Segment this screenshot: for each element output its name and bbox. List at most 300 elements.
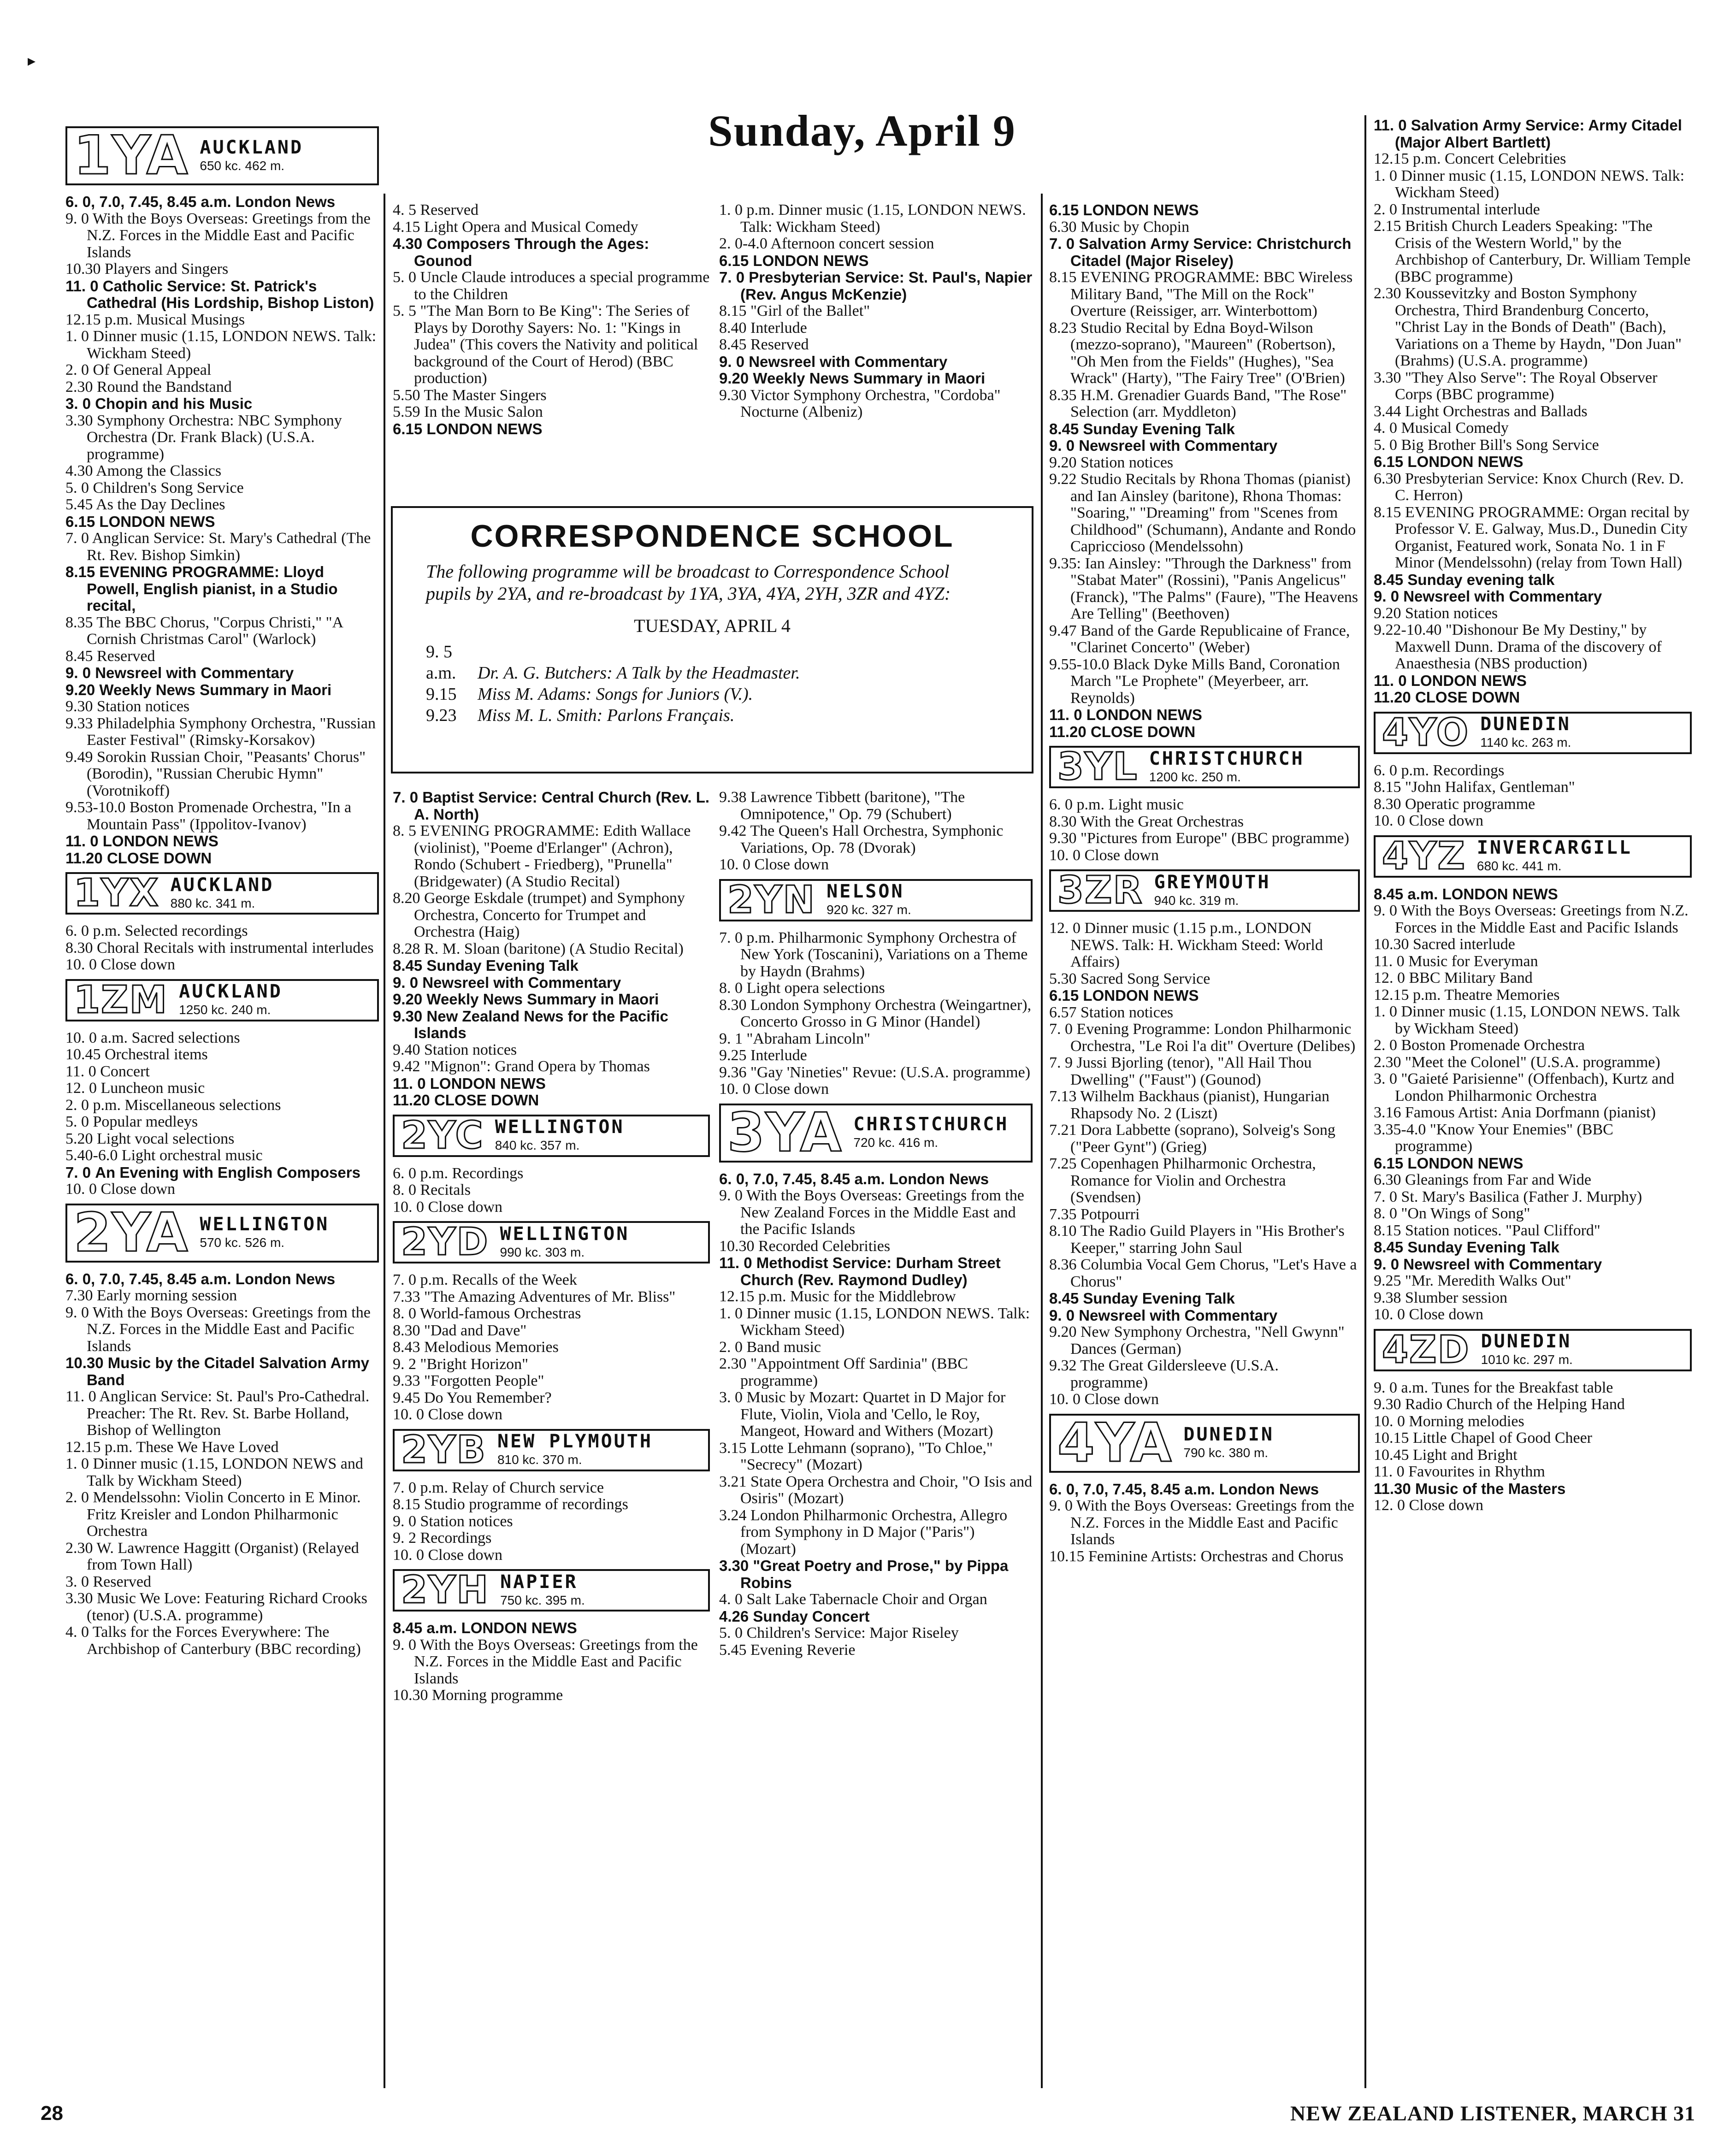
station-call: 3YA: [727, 1101, 843, 1164]
programme-time: 7. 0: [1049, 235, 1075, 252]
programme-entry: [65, 1164, 379, 1181]
programme-text: Anglican Service: St. Paul's Pro-Cathedral. Preacher: The Rt. Rev. St. Barbe Holland, Bishop of Wellington: [87, 1388, 370, 1439]
programme-time: 7.21: [1049, 1122, 1077, 1139]
programme-entry: [65, 278, 379, 312]
correspondence-school-box: [391, 506, 1033, 773]
programme-text: The Master Singers: [424, 386, 547, 404]
programme-text: Reserved: [97, 647, 155, 665]
station-2yc: [393, 1115, 710, 1157]
programme-entry: [719, 202, 1033, 236]
programme-entry: [393, 1547, 710, 1564]
programme-entry: [393, 219, 710, 236]
programme-time: 7. 0 p.m.: [393, 1271, 448, 1288]
programme-list: [393, 789, 710, 1109]
programme-entry: [1049, 269, 1360, 320]
programme-text: Players and Singers: [105, 260, 229, 277]
programme-text: The Queen's Hall Orchestra, Symphonic Variations, Op. 78 (Dvorak): [740, 822, 1004, 856]
station-city: DUNEDIN: [1183, 1424, 1274, 1446]
programme-time: 8. 0: [1374, 1205, 1397, 1222]
programme-text: Radio Church of the Helping Hand: [1405, 1396, 1625, 1413]
station-call: 4ZD: [1382, 1328, 1470, 1372]
programme-time: 7. 9: [1049, 1054, 1073, 1071]
programme-text: Music by the Citadel Salvation Army Band: [87, 1354, 370, 1388]
programme-time: 6.15: [1374, 453, 1404, 470]
programme-time: 11. 0: [65, 1063, 96, 1080]
programme-text: Station notices. "Paul Clifford": [1405, 1222, 1600, 1239]
station-city: DUNEDIN: [1480, 714, 1571, 735]
programme-time: 8. 0: [719, 980, 743, 997]
programme-text: "Dad and Dave": [424, 1322, 527, 1339]
programme-text: Close down: [428, 1406, 502, 1423]
programme-text: Newsreel with Commentary: [1403, 588, 1602, 605]
programme-time: 9. 0: [1049, 1306, 1075, 1324]
programme-text: Close down: [100, 1181, 175, 1198]
programme-entry: [1049, 1004, 1360, 1021]
station-2yd: [393, 1221, 710, 1263]
programme-text: Studio programme of recordings: [424, 1496, 628, 1513]
column-5: [1374, 117, 1692, 1514]
programme-text: Popular medleys: [93, 1113, 198, 1130]
programme-text: Recorded Celebrities: [758, 1237, 891, 1255]
programme-entry: [1374, 1273, 1692, 1290]
programme-text: London News: [1219, 1480, 1319, 1498]
programme-time: 9.30: [719, 386, 747, 404]
programme-list: [393, 202, 710, 437]
station-call: 2YC: [401, 1113, 484, 1157]
station-city: CHRISTCHURCH: [1149, 748, 1305, 769]
station-4yz: [1374, 835, 1692, 878]
station-city: AUCKLAND: [179, 981, 283, 1003]
programme-entry: [1049, 1498, 1360, 1548]
programme-entry: [1049, 1307, 1360, 1324]
programme-time: 6.15: [1049, 201, 1079, 218]
programme-time: 10.45: [65, 1046, 101, 1063]
programme-entry: [393, 991, 710, 1008]
programme-entry: [65, 413, 379, 463]
station-call: 1ZM: [74, 978, 168, 1022]
programme-text: Little Chapel of Good Cheer: [1413, 1429, 1593, 1446]
programme-entry: [65, 312, 379, 329]
programme-time: 1. 0: [65, 1455, 89, 1472]
box-line-time: 9. 5 a.m.: [426, 642, 456, 683]
programme-text: Dinner music (1.15, LONDON NEWS. Talk: Wickham Steed): [740, 201, 1026, 236]
programme-entry: [1374, 471, 1692, 504]
programme-entry: [719, 823, 1033, 856]
programme-text: W. Lawrence Haggitt (Organist) (Relayed from Town Hall): [87, 1539, 359, 1573]
programme-text: Newsreel with Commentary: [749, 353, 948, 370]
programme-time: 11.20: [1049, 723, 1086, 740]
programme-time: 9.42: [393, 1058, 420, 1075]
programme-time: 11. 0: [65, 832, 99, 850]
programme-text: With the Boys Overseas: Greetings from N.Z. Forces in the Middle East and Pacific Islands: [1395, 902, 1689, 936]
programme-time: 6.15: [65, 513, 95, 530]
programme-time: 2.30: [65, 1539, 93, 1557]
programme-time: 6.15: [393, 420, 423, 437]
programme-entry: [65, 1097, 379, 1114]
programme-entry: [1049, 1088, 1360, 1122]
programme-text: "Pictures from Europe" (BBC programme): [1081, 830, 1349, 847]
programme-text: Do You Remember?: [424, 1389, 552, 1406]
programme-entry: [1374, 1256, 1692, 1273]
programme-time: 12.15 p.m.: [65, 1438, 133, 1456]
programme-entry: [65, 328, 379, 362]
programme-time: 1. 0: [719, 1305, 743, 1322]
programme-time: 8.30: [1049, 813, 1077, 830]
programme-text: Music by Mozart: Quartet in D Major for Flute, Violin, Viola and 'Cello, le Roy, Mangeot, Howard and Withers (Mozart): [740, 1389, 1006, 1440]
programme-text: "Great Poetry and Prose," by Pippa Robins: [740, 1557, 1009, 1591]
programme-list: [1049, 797, 1360, 864]
programme-entry: [719, 1642, 1033, 1659]
programme-entry: [65, 682, 379, 699]
programme-text: CLOSE DOWN: [1415, 689, 1520, 706]
programme-entry: [393, 1305, 710, 1322]
programme-text: Feminine Artists: Orchestras and Chorus: [1088, 1547, 1344, 1565]
programme-text: Station notices: [424, 1041, 517, 1058]
programme-entry: [65, 463, 379, 480]
station-2yn: [719, 879, 1033, 921]
programme-entry: [1374, 1380, 1692, 1397]
programme-time: 10. 0: [719, 856, 750, 873]
programme-time: 8.15: [1049, 269, 1077, 286]
programme-time: 1. 0: [1374, 167, 1397, 184]
programme-entry: [1374, 504, 1692, 572]
programme-time: 3.16: [1374, 1104, 1401, 1121]
programme-text: LONDON NEWS: [426, 420, 543, 437]
programme-time: 9.25: [719, 1047, 747, 1064]
programme-entry: [393, 941, 710, 958]
programme-time: 6. 0 p.m.: [1374, 762, 1429, 779]
programme-time: 7.30: [65, 1287, 93, 1304]
programme-entry: [65, 956, 379, 974]
station-city: NEW PLYMOUTH: [497, 1431, 653, 1452]
column-2: [393, 202, 710, 437]
programme-entry: [1374, 1430, 1692, 1447]
programme-text: New Zealand News for the Pacific Islands: [414, 1007, 668, 1041]
programme-list: [393, 1620, 710, 1704]
programme-entry: [1374, 454, 1692, 471]
programme-text: BBC Military Band: [1409, 969, 1533, 986]
programme-text: Close down: [754, 856, 829, 873]
station-call: 3ZR: [1057, 868, 1143, 912]
programme-time: 9.42: [719, 822, 747, 839]
programme-text: Light vocal selections: [97, 1130, 235, 1147]
programme-text: Sunday evening talk: [1407, 571, 1555, 588]
programme-time: 9.20: [65, 681, 95, 698]
programme-time: 7. 0: [65, 530, 89, 547]
programme-time: 5. 0: [719, 1624, 743, 1641]
programme-time: 11. 0: [1374, 1463, 1405, 1480]
programme-text: "On Wings of Song": [1401, 1205, 1530, 1222]
programme-entry: [1049, 920, 1360, 971]
programme-entry: [1374, 1396, 1692, 1413]
programme-entry: [719, 1047, 1033, 1064]
station-2yh: [393, 1569, 710, 1612]
programme-time: 10. 0: [1374, 1412, 1405, 1430]
programme-entry: [393, 1042, 710, 1059]
programme-entry: [393, 789, 710, 823]
programme-entry: [1049, 471, 1360, 555]
programme-text: With the Great Orchestras: [1080, 813, 1244, 830]
programme-entry: [719, 930, 1033, 980]
programme-entry: [1049, 387, 1360, 421]
programme-time: 3.30: [65, 1590, 93, 1607]
programme-text: Music We Love: Featuring Richard Crooks (tenor) (U.S.A. programme): [87, 1590, 367, 1624]
programme-time: 11. 0: [65, 277, 99, 295]
programme-text: London Symphony Orchestra (Weingartner), Concerto Grosso in G Minor (Handel): [740, 996, 1032, 1030]
programme-text: Selected recordings: [124, 922, 248, 939]
programme-time: 4.30: [65, 462, 93, 479]
programme-text: Koussevitzky and Boston Symphony Orchestra, Third Brandenburg Concerto, "Christ Lay in the Bonds of Death" (Bach), Variations on a Theme by Haydn, "Don Juan" (Brahms) (U.S.A. programme): [1395, 285, 1682, 369]
programme-text: Dora Labbette (soprano), Solveig's Song ("Peer Gynt") (Grieg): [1070, 1122, 1335, 1156]
programme-text: LONDON NEWS: [1411, 672, 1527, 689]
programme-time: 5.45: [719, 1641, 747, 1659]
programme-time: 10. 0: [393, 1546, 424, 1564]
programme-entry: [393, 1513, 710, 1530]
programme-time: 8.30: [1374, 795, 1401, 813]
programme-text: Copenhagen Philharmonic Orchestra, Romance for Violin and Orchestra (Svendsen): [1070, 1155, 1316, 1206]
programme-time: 9. 0: [719, 353, 745, 370]
programme-entry: [1049, 219, 1360, 236]
programme-text: "Bright Horizon": [420, 1355, 529, 1373]
programme-entry: [1374, 796, 1692, 813]
programme-entry: [393, 1637, 710, 1688]
programme-time: 10.15: [1374, 1429, 1409, 1446]
programme-time: 2.30: [719, 1355, 747, 1372]
programme-text: Lawrence Tibbett (baritone), "The Omnipotence," Op. 79 (Schubert): [740, 789, 965, 823]
programme-text: Recitals: [420, 1181, 471, 1198]
station-city: WELLINGTON: [495, 1116, 625, 1138]
programme-text: Sorokin Russian Choir, "Peasants' Chorus" (Borodin), "Russian Cherubic Hymn" (Vorotnikoff): [87, 748, 366, 799]
programme-entry: [719, 1238, 1033, 1255]
programme-text: Newsreel with Commentary: [422, 974, 621, 991]
programme-entry: [1374, 1222, 1692, 1240]
programme-time: 12.15 p.m.: [719, 1288, 786, 1305]
programme-text: Methodist Service: Durham Street Church (Rev. Raymond Dudley): [740, 1254, 1001, 1288]
programme-time: 6. 0, 7.0, 7.45, 8.45 a.m.: [65, 193, 231, 210]
station-frequency: 570 kc. 526 m.: [200, 1235, 285, 1250]
station-1zm: [65, 979, 379, 1021]
programme-text: Close down: [1409, 1497, 1483, 1514]
programme-text: "They Also Serve": The Royal Observer Corps (BBC programme): [1395, 369, 1658, 403]
programme-time: 9.20: [719, 370, 749, 387]
programme-text: Anglican Service: St. Mary's Cathedral (The Rt. Rev. Bishop Simkin): [87, 530, 371, 564]
programme-time: 1. 0: [65, 328, 89, 345]
programme-time: 12.15 p.m.: [1374, 986, 1441, 1004]
programme-time: 9.53-10.0: [65, 799, 126, 816]
box-line: [426, 705, 998, 726]
programme-entry: [1374, 588, 1692, 605]
programme-entry: [65, 362, 379, 379]
programme-text: Favourites in Rhythm: [1408, 1463, 1545, 1480]
programme-time: 10.30: [65, 260, 101, 277]
programme-entry: [1049, 1257, 1360, 1290]
programme-text: Band of the Garde Republicaine of France, "Clarinet Concerto" (Weber): [1070, 622, 1350, 656]
programme-entry: [65, 1590, 379, 1624]
programme-entry: [719, 253, 1033, 270]
programme-time: 8. 0: [393, 1305, 416, 1322]
programme-time: 7.25: [1049, 1155, 1077, 1172]
programme-text: LONDON NEWS: [99, 513, 215, 530]
station-call: 4YA: [1057, 1411, 1173, 1474]
box-line-text: Miss M. L. Smith: Parlons Français.: [478, 706, 735, 725]
programme-entry: [1374, 762, 1692, 779]
programme-time: 9. 0: [65, 210, 89, 227]
programme-time: 7. 0: [1049, 1021, 1073, 1038]
programme-list: [1374, 117, 1692, 706]
programme-entry: [65, 1574, 379, 1591]
station-frequency: 880 kc. 341 m.: [170, 896, 255, 910]
programme-text: Salvation Army Service: Christchurch Citadel (Major Riseley): [1070, 235, 1352, 269]
programme-time: 3.30: [1374, 369, 1401, 386]
programme-text: Concert Celebrities: [1444, 150, 1566, 167]
programme-entry: [1049, 971, 1360, 988]
programme-time: 8.20: [393, 890, 420, 907]
programme-time: 8.45: [393, 957, 423, 974]
programme-time: 6.15: [1049, 987, 1079, 1004]
programme-time: 9.32: [1049, 1357, 1077, 1374]
programme-time: 8.36: [1049, 1256, 1077, 1273]
programme-entry: [393, 1008, 710, 1042]
programme-time: 5. 0: [1374, 436, 1397, 454]
programme-list: [719, 202, 1033, 421]
programme-time: 8.15: [1374, 503, 1401, 521]
programme-entry: [65, 261, 379, 278]
programme-time: 9.40: [393, 1041, 420, 1058]
station-city: AUCKLAND: [200, 136, 304, 158]
programme-entry: [1374, 1054, 1692, 1071]
programme-text: Famous Artist: Ania Dorfmann (pianist): [1405, 1104, 1656, 1121]
programme-text: These We Have Loved: [136, 1438, 279, 1456]
programme-time: 10.30: [1374, 936, 1409, 953]
programme-text: Reserved: [93, 1573, 152, 1590]
programme-time: 2. 0: [1374, 1037, 1397, 1054]
programme-entry: [1374, 1037, 1692, 1054]
programme-text: LONDON NEWS: [1083, 201, 1199, 218]
box-line-text: Miss M. Adams: Songs for Juniors (V.).: [478, 685, 753, 704]
programme-text: Light opera selections: [746, 980, 885, 997]
programme-entry: [65, 665, 379, 682]
programme-text: The Great Gildersleeve (U.S.A. programme): [1070, 1357, 1279, 1391]
programme-text: Sunday Evening Talk: [1083, 1290, 1235, 1307]
programme-text: "Know Your Enemies" (BBC programme): [1395, 1121, 1613, 1155]
programme-time: 9.45: [393, 1389, 420, 1406]
programme-entry: [65, 850, 379, 867]
programme-entry: [1049, 656, 1360, 707]
programme-time: 6. 0, 7.0, 7.45, 8.45 a.m.: [1049, 1480, 1215, 1498]
programme-text: Round the Bandstand: [97, 378, 232, 396]
programme-time: 4. 0: [65, 1623, 89, 1641]
page-title: Sunday, April 9: [708, 106, 1016, 155]
programme-time: 8.15: [1374, 779, 1401, 796]
programme-entry: [65, 514, 379, 531]
programme-text: Recordings: [1433, 762, 1505, 779]
programme-text: LONDON NEWS: [1407, 1154, 1523, 1172]
programme-text: Ian Ainsley: "Through the Darkness" from "Stabat Mater" (Rossini), "Panis Angelicus" (Franck), "The Palms" (Faure), "The Heavens Are Telling" (Beethoven): [1070, 555, 1358, 622]
programme-entry: [393, 1199, 710, 1216]
programme-time: 5. 0: [65, 1113, 89, 1130]
programme-time: 8.45: [1374, 571, 1404, 588]
programme-entry: [1374, 420, 1692, 437]
programme-text: George Eskdale (trumpet) and Symphony Orchestra, Concerto for Trumpet and Orchestra (Haig): [414, 890, 685, 940]
programme-entry: [1374, 370, 1692, 403]
programme-entry: [65, 1439, 379, 1456]
programme-time: 5.20: [65, 1130, 93, 1147]
programme-text: "Meet the Colonel" (U.S.A. programme): [1405, 1053, 1660, 1071]
programme-entry: [1374, 903, 1692, 936]
station-3ya: [719, 1101, 1033, 1164]
programme-time: 12.15 p.m.: [1374, 150, 1441, 167]
programme-time: 8.15: [65, 563, 95, 580]
station-frequency: 1140 kc. 263 m.: [1480, 735, 1571, 750]
programme-time: 9.20: [1049, 1323, 1077, 1340]
station-frequency: 990 kc. 303 m.: [500, 1245, 585, 1259]
programme-text: London News: [235, 193, 336, 210]
programme-entry: [719, 1440, 1033, 1474]
programme-entry: [1049, 555, 1360, 623]
programme-entry: [65, 1388, 379, 1439]
programme-time: 8.45: [65, 647, 93, 665]
programme-time: 6. 0 p.m.: [65, 922, 121, 939]
programme-entry: [393, 890, 710, 941]
programme-text: World-famous Orchestras: [419, 1305, 581, 1322]
programme-text: Presbyterian Service: Knox Church (Rev. D. C. Herron): [1395, 470, 1684, 504]
programme-entry: [1374, 970, 1692, 987]
programme-text: R. M. Sloan (baritone) (A Studio Recital): [424, 940, 684, 957]
programme-time: 6. 0, 7.0, 7.45, 8.45 a.m.: [65, 1270, 231, 1287]
programme-entry: [65, 480, 379, 497]
programme-time: 11.20: [1374, 689, 1411, 706]
programme-text: Newsreel with Commentary: [1403, 1255, 1602, 1273]
station-frequency: 920 kc. 327 m.: [827, 903, 911, 917]
programme-entry: [719, 1507, 1033, 1558]
programme-text: CLOSE DOWN: [1090, 723, 1196, 740]
programme-entry: [1374, 1481, 1692, 1498]
programme-entry: [719, 303, 1033, 320]
programme-text: Recordings: [420, 1529, 492, 1547]
station-call: 2YD: [401, 1220, 489, 1264]
box-line-text: Dr. A. G. Butchers: A Talk by the Headmaster.: [478, 663, 800, 683]
programme-time: 9. 0: [719, 1187, 743, 1204]
programme-entry: [1374, 1004, 1692, 1037]
programme-entry: [65, 648, 379, 665]
programme-text: Dinner music (1.15, LONDON NEWS. Talk by Wickham Steed): [1395, 1003, 1680, 1037]
programme-entry: [1374, 285, 1692, 370]
programme-entry: [65, 1046, 379, 1063]
programme-time: 8.35: [1049, 386, 1077, 404]
programme-time: 5.30: [1049, 970, 1077, 987]
programme-entry: [719, 336, 1033, 354]
station-city: INVERCARGILL: [1476, 837, 1632, 859]
programme-entry: [65, 1063, 379, 1080]
programme-time: 8.45: [1049, 1290, 1079, 1307]
programme-time: 9.38: [719, 789, 747, 806]
programme-text: Close down: [1084, 846, 1159, 864]
programme-text: Big Brother Bill's Song Service: [1401, 436, 1599, 454]
programme-entry: [1374, 1172, 1692, 1189]
programme-entry: [719, 1081, 1033, 1098]
programme-entry: [1049, 1290, 1360, 1307]
programme-time: 2. 0-4.0: [719, 235, 768, 252]
programme-entry: [719, 1356, 1033, 1389]
programme-entry: [1374, 572, 1692, 589]
publication-footer: NEW ZEALAND LISTENER, MARCH 31: [1290, 2102, 1695, 2125]
programme-text: Orchestral items: [105, 1046, 208, 1063]
programme-entry: [1049, 830, 1360, 847]
programme-entry: [65, 698, 379, 715]
programme-text: Choral Recitals with instrumental interludes: [97, 939, 374, 956]
programme-text: Band music: [746, 1338, 821, 1356]
programme-time: 8.45: [1374, 1239, 1404, 1256]
